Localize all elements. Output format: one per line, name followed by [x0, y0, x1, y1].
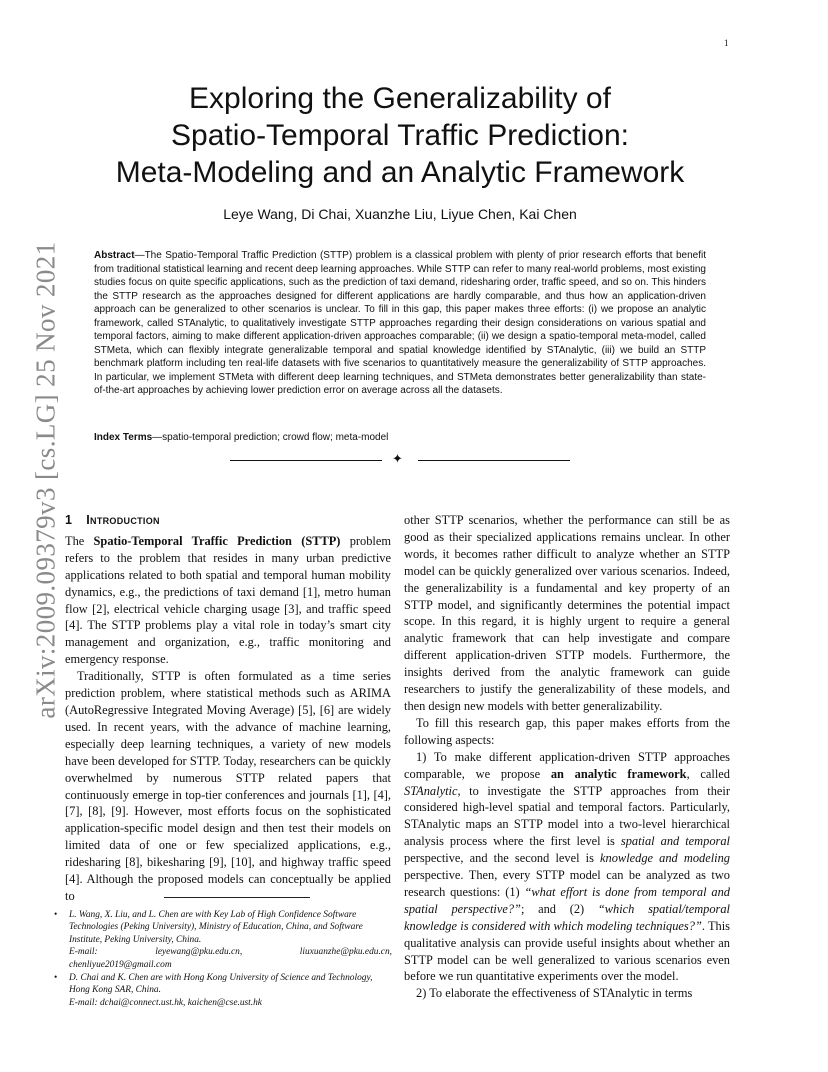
separator-line-left [230, 460, 382, 461]
separator-line-right [418, 460, 570, 461]
text-run: ; and (2) [520, 901, 598, 916]
title-line-2: Spatio-Temporal Traffic Prediction: [171, 119, 629, 152]
email: leyewang@pku.edu.cn, [155, 947, 243, 958]
paper-title [60, 80, 740, 191]
bullet-icon: • [54, 973, 58, 984]
intro-paragraph-2: Traditionally, STTP is often formulated as a time series prediction problem, where statistical methods such as ARIMA (AutoRegressive Integrated Moving Average) [5], [6] are widely used. In recent years, with the advance of machine learning, especially deep learning techniques, a variety of new models have been developed for STTP. Today, researchers can be quickly overwhelmed by numerous STTP related papers that continuously emerge in top-tier conferences and journals [1], [4], [7], [8], [9]. However, most efforts focus on the sophisticated application-specific model design and then test their models on limited data of one or few specialized applications, e.g., ridesharing [8], bikesharing [9], [10], and highway traffic speed [4]. Although the proposed models can conceptually be applied to [65, 669, 391, 903]
italic-term: STAnalytic [404, 783, 458, 798]
text-run: , to investigate the STTP approaches from their considered high-level spatial and temporal factors. Particularly, STAnalytic maps an STTP model into a two-level hierarchical analysis process where the first level is [404, 783, 730, 849]
section-number: 1 [65, 513, 73, 527]
italic-term: spatial and temporal [620, 834, 730, 849]
text-run: , called [686, 766, 730, 781]
intro-paragraph-4: To fill this research gap, this paper makes efforts from the following aspects: [404, 715, 730, 747]
email: liuxuanzhe@pku.edu.cn, [299, 947, 392, 958]
left-column [65, 512, 391, 905]
footnote-text: L. Wang, X. Liu, and L. Chen are with Key Lab of High Confidence Software Technologies (Peking University), Ministry of Education, China, and Software Institute, Peking University, China. [69, 910, 363, 945]
italic-term: “which spatial/temporal knowledge is considered with which modeling techniques?” [404, 901, 730, 933]
text-run: perspective. Then, every STTP model can be analyzed as two research questions: (1) [404, 868, 730, 899]
footnotes [54, 909, 392, 1010]
italic-term: knowledge and modeling [600, 851, 730, 866]
footnote-1 [54, 909, 392, 971]
footnote-2 [54, 972, 392, 1009]
intro-paragraph-5 [404, 749, 730, 986]
section-heading [65, 512, 391, 529]
intro-paragraph-1 [65, 533, 391, 668]
separator-star-icon: ✦ [392, 451, 403, 466]
section-separator [230, 453, 570, 467]
arxiv-stamp [24, 241, 68, 719]
page-number: 1 [724, 38, 729, 48]
sttp-bold-term: Spatio-Temporal Traffic Prediction (STTP) [93, 533, 341, 548]
index-terms-label: Index Terms [94, 432, 153, 443]
title-line-1: Exploring the Generalizability of [189, 82, 611, 115]
index-terms [94, 432, 706, 443]
text-run: . This qualitative analysis can provide useful insights about whether an STTP model can be well generalized to various scenarios even before we run quantitative experiments over the model. [404, 918, 731, 984]
text-run: problem refers to the problem that resides in many urban predictive applications related to both spatial and temporal human mobility dynamics, e.g., the predictions of taxi demand [1], metro human flow [2], electrical vehicle charging usage [3], and traffic speed [4]. The STTP problems play a vital role in today’s smart city management and organization, e.g., traffic monitoring and emergency response. [65, 533, 391, 667]
arxiv-id: arXiv:2009.09379v3 [cs.LG] 25 Nov 2021 [30, 241, 61, 719]
footnote-emails [69, 946, 392, 958]
footnote-text: D. Chai and K. Chen are with Hong Kong University of Science and Technology, Hong Kong SAR, China. [69, 973, 373, 996]
title-line-3: Meta-Modeling and an Analytic Framework [115, 156, 685, 189]
email: chenliyue2019@gmail.com [69, 959, 172, 970]
abstract-text: —The Spatio-Temporal Traffic Prediction (STTP) problem is a classical problem with plenty of prior research efforts that benefit from traditional statistical learning and recent deep learning approaches. While STTP can refer to many real-world problems, most existing studies focus on quite specific applications, such as the prediction of taxi demand, ridesharing order, traffic speed, and so on. This hinders the STTP research as the approaches designed for different applications are hardly comparable, and thus how an application-driven approach can be generalized to other scenarios is unclear. To fill in this gap, this paper makes three efforts: (i) we propose an analytic framework, called STAnalytic, to qualitatively investigate STTP approaches regarding their design considerations on various spatial and temporal factors, aiming to make different application-driven approaches comparable; (ii) we design a spatio-temporal meta-model, called STMeta, which can flexibly integrate generalizable temporal and spatial knowledge identified by STAnalytic, (iii) we build an STTP benchmark platform including ten real-life datasets with five scenarios to quantitatively measure the generalizability of STTP approaches. In particular, we implement STMeta with different deep learning techniques, and STMeta demonstrates better generalizability than state-of-the-art approaches by achieving lower prediction error on average across all the datasets. [94, 250, 706, 396]
text-run: The [65, 533, 94, 548]
footnote-rule [164, 897, 310, 898]
index-terms-text: —spatio-temporal prediction; crowd flow; meta-model [152, 432, 389, 443]
section-title: Introduction [86, 513, 160, 527]
bold-term: an analytic framework [550, 766, 687, 781]
bullet-icon: • [54, 910, 58, 920]
intro-paragraph-3: other STTP scenarios, whether the performance can still be as good as their specialized applications remains unclear. In other words, it becomes rather difficult to analyze whether an STTP model can be quickly generalized over various scenarios. Indeed, the generalizability is a fundamental and key property of an STTP model, and significantly determines the potential impact scope. In this regard, it is highly urgent to require a general analytic framework that can help investigate and compare different application-driven STTP models. Furthermore, the insights derived from the analytic framework can guide researchers to justify the generalizability of these models, and then design new models with better generalizability. [404, 513, 730, 713]
abstract [94, 249, 706, 398]
authors: Leye Wang, Di Chai, Xuanzhe Liu, Liyue Chen, Kai Chen [223, 206, 577, 222]
email: E-mail: dchai@connect.ust.hk, kaichen@cse.ust.hk [69, 997, 262, 1008]
text-run: 1) To make different application-driven STTP approaches comparable, we propose [404, 749, 730, 781]
abstract-label: Abstract [94, 250, 135, 261]
intro-paragraph-6: 2) To elaborate the effectiveness of STAnalytic in terms [416, 986, 693, 1001]
email-label: E-mail: [69, 947, 98, 958]
italic-term: “what effort is done from temporal and spatial perspective?” [404, 884, 731, 916]
right-column [404, 512, 730, 1002]
text-run: perspective, and the second level is [404, 851, 601, 866]
